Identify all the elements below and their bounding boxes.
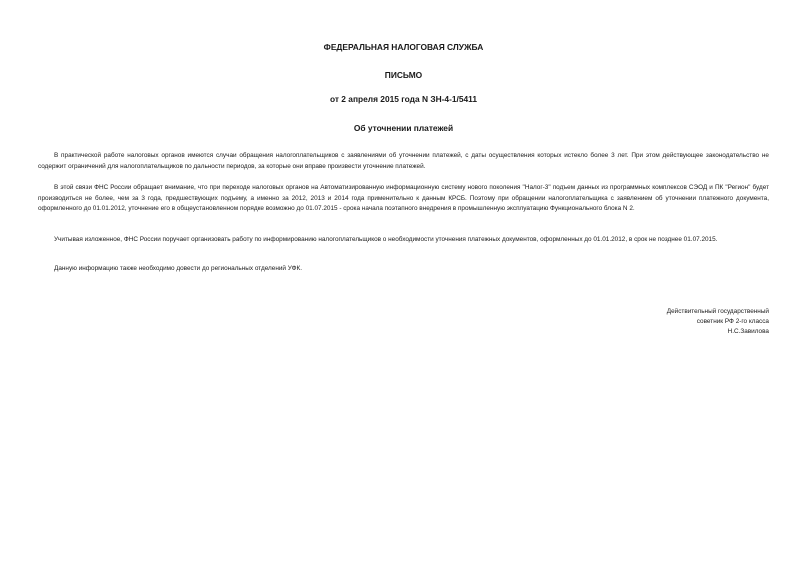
document-type-heading: ПИСЬМО (384, 70, 423, 80)
body-paragraph: В практической работе налоговых органов имеются случаи обращения налогоплательщиков с заявлениями об уточнении платежей, с даты осуществления которых истекло более 3 лет. При этом действующее законодательство не содержит ограничений для налогоплательщиков по дальности периодов, за которые они вправе произвести уточнение платежей. (38, 152, 769, 170)
signatory-rank: Действительный государственный (666, 308, 769, 315)
document-date-number: от 2 апреля 2015 года N ЗН-4-1/5411 (329, 94, 478, 104)
body-paragraph: Данную информацию также необходимо довести до региональных отделений УФК. (54, 265, 302, 272)
signatory-name: Н.С.Завилова (727, 328, 769, 335)
body-paragraph: Учитывая изложенное, ФНС России поручает организовать работу по информированию налогоплательщиков о необходимости уточнения платежных документов, оформленных до 01.01.2012, в срок не позднее 01.07.2015. (54, 236, 718, 243)
body-paragraph: В этой связи ФНС России обращает внимание, что при переходе налоговых органов на Автоматизированную информационную систему нового поколения "Налог-3" подъем данных из программных комплексов СЭОД и ПК "Регион" будет производиться не более, чем за 3 года, предшествующих подъему, а именно за 2012, 2013 и 2014 года применительно к данным КРСБ. Поэтому при обращении налогоплательщика с заявлением об уточнении платежного документа, оформленного до 01.01.2012, уточнение его в общеустановленном порядке возможно до 01.07.2015 - срока начала поэтапного внедрения в промышленную эксплуатацию Функционального блока N 2. (38, 184, 769, 212)
document-title: Об уточнении платежей (353, 123, 454, 133)
agency-heading: ФЕДЕРАЛЬНАЯ НАЛОГОВАЯ СЛУЖБА (323, 42, 484, 52)
signatory-class: советник РФ 2-го класса (696, 318, 769, 325)
